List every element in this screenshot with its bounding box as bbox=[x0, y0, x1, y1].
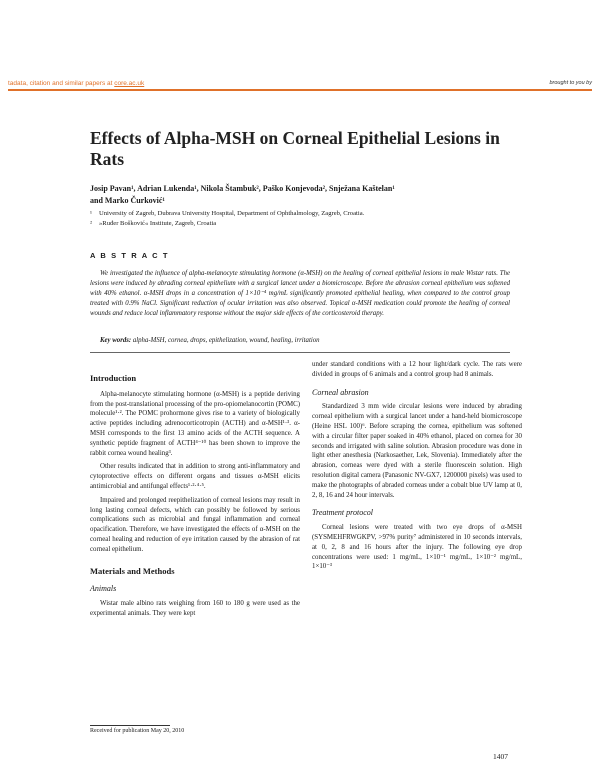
core-banner-right: brought to you by bbox=[549, 80, 592, 86]
core-banner-left bbox=[8, 80, 144, 87]
paper-title: Effects of Alpha-MSH on Corneal Epithelial Lesions in Rats bbox=[90, 128, 500, 169]
intro-heading: Introduction bbox=[90, 373, 137, 383]
footnote-rule bbox=[90, 725, 170, 726]
abstract-divider bbox=[90, 352, 510, 353]
abrasion-paragraph: Standardized 3 mm wide circular lesions were induced by abrading corneal epithelium with a surgical lancet under a hand-held biomicroscope (Heine HSL 100)⁶. Before scraping the cornea, epithelium was softened with a circular filter paper soaked in 40% ethanol, placed on cornea for 30 seconds and irrigated with saline solution. Abrasion procedure was done in light ether anesthesia (Narkosaether, Lek, Slovenia). Immediately after the abrasion, corneas were dyed with a sterile fluorescein solution. High resolution digital camera (Panasonic NV-GX7, 1200000 pixels) was used to make the photographs of abraded corneas under a cobalt blue UV lamp at 0, 2, 8, 16 and 24 hour intervals. bbox=[312, 403, 522, 499]
author-list bbox=[90, 183, 520, 207]
animals-heading: Animals bbox=[90, 584, 117, 594]
affiliation-2: ² »Ruđer Bošković« Institute, Zagreb, Croatia bbox=[90, 220, 217, 227]
keywords-list: alpha-MSH, cornea, drops, epithelization, wound, healing, irritation bbox=[132, 337, 320, 344]
intro-paragraph-3: Impaired and prolonged reepithelization of corneal lesions may result in long lasting corneal defects, which can possibly be followed by serious complications such as microbial and fungal inflammation and corneal opacification. Therefore, we have investigated the effects of α-MSH on the corneal healing and reduction of eye irritation caused by the abrasion of rat corneal epithelium. bbox=[90, 496, 300, 553]
intro-paragraph-2: Other results indicated that in addition to strong anti-inflammatory and cytoprotective effects on different organs and tissues α-MSH elicits antimicrobial and antifungal effects¹·²·⁴·⁵. bbox=[90, 463, 300, 490]
animals-continued: under standard conditions with a 12 hour light/dark cycle. The rats were divided in groups of 6 animals and a control group had 8 animals. bbox=[312, 361, 522, 378]
left-column bbox=[90, 374, 300, 623]
abrasion-heading: Corneal abrasion bbox=[312, 387, 369, 397]
core-banner bbox=[0, 78, 600, 98]
animals-paragraph: Wistar male albino rats weighing from 160 to 180 g were used as the experimental animals. They were kept bbox=[90, 600, 300, 617]
abstract-heading: A B S T R A C T bbox=[90, 251, 169, 260]
treatment-paragraph: Corneal lesions were treated with two eye drops of α-MSH (SYSMEHFRWGKPV, >97% purity⁷ administered in 10 seconds intervals, at 0, 2, 8 and 16 hours after the injury. The following eye drop concentrations were used: 1 mg/mL, 1×10⁻¹ mg/mL, 1×10⁻² mg/mL, 1×10⁻³ bbox=[312, 524, 522, 571]
authors-line-1: Josip Pavan¹, Adrian Lukenda¹, Nikola Štambuk², Paško Konjevoda², Snježana Kaštelan¹ bbox=[90, 184, 395, 193]
core-banner-text: tadata, citation and similar papers at bbox=[8, 80, 115, 87]
core-link[interactable]: core.ac.uk bbox=[114, 80, 145, 87]
methods-heading: Materials and Methods bbox=[90, 565, 175, 576]
affiliation-1: ¹ University of Zagreb, Dubrava University Hospital, Department of Ophthalmology, Zagreb, Croatia. bbox=[90, 210, 365, 217]
intro-paragraph-1: Alpha-melanocyte stimulating hormone (α-MSH) is a peptide deriving from the post-translational processing of the pro-opiomelanocortin (POMC) molecule¹·². The POMC prohormone gives rise to a variety of biologically active peptides including adrenocorticotropin (ACTH) and α-MSH¹·³. α-MSH corresponds to the first 13 amino acids of the ACTH sequence. A synthetic peptide fragment of ACTH⁴⁻¹⁰ has been shown to improve the rabbit cornea wound healing³. bbox=[90, 390, 300, 457]
core-banner-divider bbox=[8, 89, 592, 91]
received-date: Received for publication May 20, 2010 bbox=[90, 728, 185, 734]
keywords bbox=[100, 337, 510, 344]
affiliations bbox=[90, 209, 520, 229]
abstract-text: We investigated the influence of alpha-melanocyte stimulating hormone (α-MSH) on the healing of corneal epithelial lesions in male Wistar rats. The lesions were induced by abrading corneal epithelium with a surgical lancet under a biomicroscope. Before the abrasion corneal epithelium was softened with 40% ethanol. α-MSH drops in a concentration of 1×10⁻⁴ mg/mL significantly promoted epithelial healing, when compared to the control group treated with 0.9% NaCl. Significant reduction of ocular irritation was also observed. Topical α-MSH medication could promote the healing of corneal wounds and reduce local inflammatory response without the major side effects of the corticosteroid therapy. bbox=[90, 270, 510, 317]
keywords-label: Key words: bbox=[100, 337, 132, 344]
page-number: 1407 bbox=[493, 752, 508, 761]
right-column bbox=[312, 360, 522, 576]
authors-line-2: and Marko Čurković¹ bbox=[90, 196, 165, 205]
treatment-heading: Treatment protocol bbox=[312, 508, 373, 518]
